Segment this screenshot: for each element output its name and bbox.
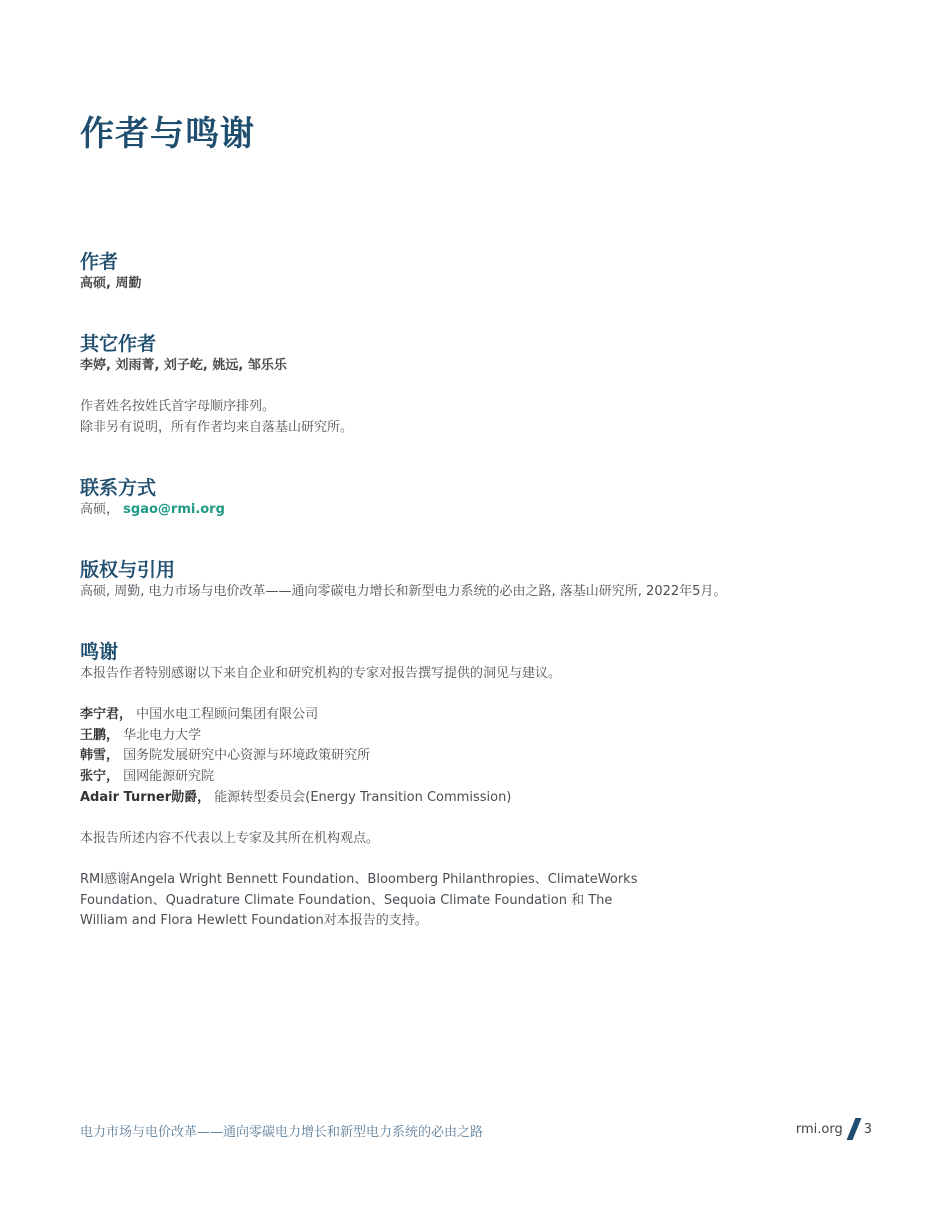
footer-page-info (796, 1118, 872, 1140)
other-authors-heading: 其它作者 (80, 333, 157, 355)
other-authors-names: 李婷, 刘雨菁, 刘子屹, 姚远, 邹乐乐 (80, 358, 287, 373)
expert-item (80, 705, 880, 726)
contact-heading: 联系方式 (80, 477, 157, 499)
funders-line-2: Foundation、Quadrature Climate Foundation、Sequoia Climate Foundation 和 The (80, 892, 613, 908)
funders-line-3: William and Flora Hewlett Foundation对本报告的支持。 (80, 913, 428, 929)
contact-name: 高硕， (80, 502, 120, 517)
expert-name: Adair Turner勋爵， (80, 789, 211, 805)
citation-text: 高硕, 周勤, 电力市场与电价改革——通向零碳电力增长和新型电力系统的必由之路, 落基山研究所, 2022年5月。 (80, 584, 727, 599)
acknowledgements-section (80, 640, 880, 932)
expert-org: 国务院发展研究中心资源与环境政策研究所 (123, 748, 371, 764)
expert-item (80, 746, 880, 767)
page-number: 3 (863, 1121, 872, 1137)
funders-line-1: RMI感谢Angela Wright Bennett Foundation、Bloomberg Philanthropies、ClimateWorks (80, 871, 638, 887)
page-title: 作者与鸣谢 (80, 114, 255, 154)
contact-section (80, 476, 880, 521)
authors-section (80, 250, 880, 295)
expert-name: 韩雪， (80, 748, 120, 764)
expert-name: 张宁， (80, 768, 120, 784)
copyright-heading: 版权与引用 (80, 559, 176, 581)
contact-line (80, 500, 880, 521)
author-order-note: 作者姓名按姓氏首字母顺序排列。 (80, 399, 276, 415)
authors-names: 高硕, 周勤 (80, 276, 142, 291)
expert-name: 王鹏， (80, 727, 120, 743)
contact-email-link[interactable]: sgao@rmi.org (123, 502, 225, 517)
other-authors-section (80, 332, 880, 438)
expert-name: 李宁君， (80, 707, 133, 723)
disclaimer-text: 本报告所述内容不代表以上专家及其所在机构观点。 (80, 830, 380, 846)
expert-org: 能源转型委员会(Energy Transition Commission) (214, 789, 512, 805)
footer-report-title: 电力市场与电价改革——通向零碳电力增长和新型电力系统的必由之路 (80, 1125, 484, 1140)
acknowledgements-intro: 本报告作者特别感谢以下来自企业和研究机构的专家对报告撰写提供的洞见与建议。 (80, 666, 562, 681)
acknowledgements-heading: 鸣谢 (80, 641, 119, 663)
authors-heading: 作者 (80, 251, 119, 273)
expert-org: 华北电力大学 (123, 727, 202, 743)
expert-item (80, 726, 880, 747)
expert-org: 中国水电工程顾问集团有限公司 (136, 707, 319, 723)
expert-item (80, 767, 880, 788)
expert-item (80, 788, 880, 809)
slash-divider-icon (846, 1118, 861, 1140)
footer-site-link[interactable]: rmi.org (795, 1121, 843, 1137)
copyright-section (80, 558, 880, 603)
affiliation-note: 除非另有说明，所有作者均来自落基山研究所。 (80, 419, 354, 435)
expert-org: 国网能源研究院 (123, 768, 215, 784)
